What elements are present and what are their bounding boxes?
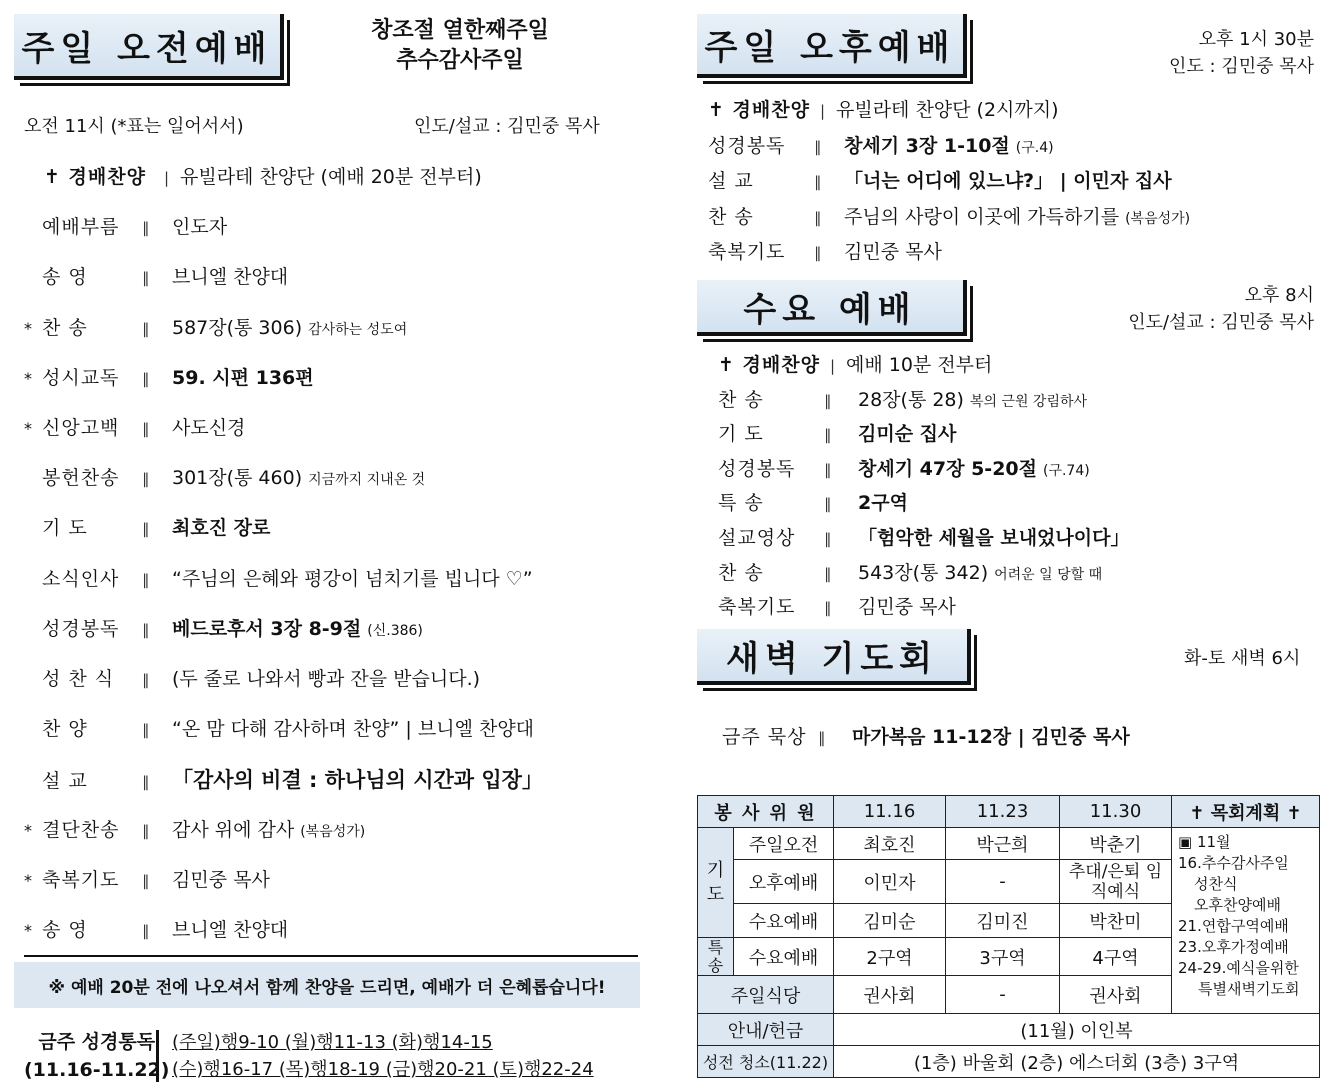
order-note: 감사하는 성도여 — [308, 321, 408, 338]
separator: ∥ — [142, 319, 150, 338]
afternoon-leader: 인도 : 김민중 목사 — [1169, 56, 1314, 77]
order-label: 설 교 — [708, 170, 754, 192]
order-row — [24, 764, 543, 794]
order-row — [718, 419, 956, 446]
order-value: 587장(통 306) — [172, 316, 303, 339]
order-label: 찬 송 — [708, 205, 754, 228]
order-row — [24, 212, 227, 239]
dawn-time: 화-토 새벽 6시 — [1184, 648, 1301, 669]
separator: ∥ — [142, 570, 150, 589]
order-value: 301장(통 460) — [172, 467, 303, 490]
order-value: 543장(통 342) — [858, 561, 989, 584]
order-value: (두 줄로 나와서 빵과 잔을 받습니다.) — [172, 668, 481, 690]
table-cell: 권사회 — [1060, 976, 1172, 1014]
order-value: 김민중 목사 — [172, 868, 270, 891]
order-row — [718, 488, 908, 515]
order-label: 설교영상 — [718, 527, 796, 549]
dawn-prayer-title: 새벽 기도회 — [697, 629, 971, 685]
plan-line: 24-29.예식을위한 — [1178, 959, 1299, 977]
standing-mark: * — [24, 419, 32, 438]
dawn-meditation-label: 금주 묵상 — [722, 726, 807, 748]
order-row — [718, 350, 992, 377]
cleaning-label: 성전 청소(11.22) — [698, 1046, 834, 1078]
service-committee-table — [697, 795, 1320, 1078]
order-note: (구.4) — [1015, 139, 1054, 156]
order-value: 사도신경 — [172, 417, 246, 439]
plan-line: ▣ 11월 — [1178, 833, 1231, 851]
order-label: 성경봉독 — [708, 134, 786, 157]
order-row — [24, 513, 270, 540]
dawn-meditation-row — [722, 722, 1130, 749]
separator: ∥ — [142, 671, 150, 689]
table-cell: 2구역 — [834, 938, 946, 976]
order-label: 기 도 — [718, 423, 764, 446]
order-value: “온 맘 다해 감사하며 찬양” | 브니엘 찬양대 — [172, 718, 535, 741]
order-label: 봉헌찬송 — [42, 467, 120, 490]
order-label: 송 영 — [42, 266, 88, 289]
order-row — [718, 523, 1129, 550]
order-row — [24, 363, 314, 390]
order-row — [24, 564, 533, 591]
table-row-name: 수요예배 — [734, 938, 834, 976]
order-label: 성 찬 식 — [42, 668, 115, 690]
table-cell: 최호진 — [834, 828, 946, 860]
order-row — [718, 592, 956, 619]
order-value: 창세기 47장 5-20절 — [858, 457, 1037, 480]
table-cell: 추대/은퇴 임직예식 — [1060, 860, 1172, 904]
separator: ∥ — [142, 470, 150, 489]
order-note: 복의 근원 강림하사 — [969, 393, 1088, 410]
separator: ∥ — [824, 495, 832, 514]
order-label: 성시교독 — [42, 366, 120, 389]
afternoon-info — [1080, 26, 1314, 80]
order-value: 브니엘 찬양대 — [172, 266, 289, 289]
separator: ∥ — [814, 173, 822, 191]
morning-time: 오전 11시 (*표는 일어서서) — [24, 116, 244, 137]
separator: ∥ — [142, 520, 150, 539]
special-group-label: 특 송 — [698, 938, 734, 976]
order-label: 기 도 — [42, 517, 88, 540]
wednesday-service-title: 수요 예배 — [697, 280, 967, 336]
table-cell: 박근희 — [946, 828, 1060, 860]
order-row — [708, 131, 1054, 158]
order-row — [24, 865, 270, 892]
order-value: 유빌라테 찬양단 (예배 20분 전부터) — [180, 166, 482, 188]
order-value: 브니엘 찬양대 — [172, 919, 289, 941]
separator: ∥ — [824, 460, 832, 479]
table-cell: - — [946, 860, 1060, 904]
order-value: 인도자 — [172, 216, 228, 239]
table-header-plan: ✝ 목회계획 ✝ — [1172, 796, 1320, 828]
separator: ∥ — [824, 426, 832, 445]
table-row-name: 오후예배 — [734, 860, 834, 904]
plan-line: 16.추수감사주일 — [1178, 854, 1289, 872]
standing-mark: * — [24, 870, 32, 890]
order-label: 송 영 — [42, 919, 88, 941]
afternoon-time: 오후 1시 30분 — [1198, 29, 1314, 50]
worship-notice: ※ 예배 20분 전에 나오셔서 함께 찬양을 드리면, 예배가 더 은혜롭습니다! — [14, 962, 640, 1008]
order-label: 찬 양 — [42, 718, 88, 741]
plan-line: 오후찬양예배 — [1194, 896, 1281, 914]
separator: ∥ — [142, 871, 150, 890]
table-header-date2: 11.23 — [946, 796, 1060, 828]
season-subtitle: 창조절 열한째주일 — [371, 18, 549, 43]
table-cell: 김미순 — [834, 904, 946, 938]
separator: ∥ — [824, 599, 832, 618]
order-label: 설 교 — [42, 770, 88, 793]
table-cell: 박춘기 — [1060, 828, 1172, 860]
wednesday-leader: 인도/설교 : 김민중 목사 — [1128, 312, 1314, 333]
order-value: 최호진 장로 — [172, 517, 271, 540]
order-label: ✝ 경배찬양 — [44, 166, 146, 188]
order-row — [24, 815, 365, 842]
separator: ∥ — [142, 219, 150, 238]
separator: ∥ — [814, 208, 822, 227]
order-row — [24, 463, 425, 490]
cleaning-value: (1층) 바울회 (2층) 에스더회 (3층) 3구역 — [834, 1046, 1320, 1078]
separator: ∥ — [142, 773, 150, 792]
order-label: 특 송 — [718, 492, 764, 515]
separator: ∥ — [814, 244, 822, 262]
standing-mark: * — [24, 921, 32, 940]
order-row — [718, 385, 1087, 412]
separator: | — [820, 102, 826, 120]
table-header-date1: 11.16 — [834, 796, 946, 828]
table-cell: 김미진 — [946, 904, 1060, 938]
bible-reading-schedule — [172, 1029, 594, 1083]
separator: ∥ — [814, 137, 822, 156]
plan-line: 특별새벽기도회 — [1198, 980, 1300, 998]
order-value: 주님의 사랑이 이곳에 가득하기를 — [844, 205, 1120, 228]
order-row — [24, 413, 245, 440]
order-label: 찬 송 — [718, 388, 764, 411]
order-row — [24, 714, 534, 741]
separator: ∥ — [142, 269, 150, 288]
order-note: 지금까지 지내온 것 — [308, 472, 426, 489]
separator: ∥ — [824, 564, 832, 583]
order-value: 예배 10분 전부터 — [846, 354, 993, 376]
table-cell: 박찬미 — [1060, 904, 1172, 938]
order-value: 「험악한 세월을 보내었나이다」 — [858, 527, 1130, 549]
table-header-date3: 11.30 — [1060, 796, 1172, 828]
order-note: (구.74) — [1043, 462, 1090, 479]
separator: ∥ — [142, 821, 150, 840]
order-row — [708, 166, 1172, 193]
order-label: 결단찬송 — [42, 818, 120, 841]
separator: ∥ — [818, 729, 826, 747]
table-cell: 권사회 — [834, 976, 946, 1014]
order-row — [24, 262, 288, 289]
order-row — [24, 162, 482, 189]
order-label: 축복기도 — [708, 241, 786, 263]
service-subtitle — [330, 16, 590, 76]
prayer-group-label: 기 도 — [698, 828, 734, 938]
separator: ∥ — [142, 620, 150, 639]
bible-reading-dates: (11.16-11.22) — [24, 1059, 170, 1081]
order-row — [708, 202, 1190, 229]
order-value: 유빌라테 찬양단 (2시까지) — [836, 99, 1059, 121]
afternoon-service-title: 주일 오후예배 — [697, 14, 967, 78]
order-label: 축복기도 — [718, 596, 796, 619]
wednesday-time: 오후 8시 — [1244, 285, 1314, 306]
plan-line: 23.오후가정예배 — [1178, 938, 1289, 956]
standing-mark: * — [24, 318, 32, 338]
order-label: 예배부름 — [42, 216, 120, 239]
bible-reading-label — [24, 1028, 169, 1084]
pastoral-plan-cell — [1172, 828, 1320, 1014]
order-label: 소식인사 — [42, 567, 120, 590]
bible-reading-line1: (주일)행9-10 (월)행11-13 (화)행14-15 — [172, 1032, 493, 1053]
standing-mark: * — [24, 820, 32, 840]
bible-reading-line2: (수)행16-17 (목)행18-19 (금)행20-21 (토)행22-24 — [172, 1059, 594, 1080]
order-row — [24, 614, 423, 641]
plan-line: 21.연합구역예배 — [1178, 917, 1289, 935]
separator: | — [830, 357, 836, 375]
guide-offering-value: (11월) 이인복 — [834, 1014, 1320, 1046]
order-label: 축복기도 — [42, 868, 120, 891]
guide-offering-label: 안내/헌금 — [698, 1014, 834, 1046]
separator: ∥ — [142, 721, 150, 740]
order-label: 성경봉독 — [718, 457, 796, 480]
order-value: 「너는 어디에 있느냐?」 | 이민자 집사 — [844, 170, 1172, 192]
order-note: (복음성가) — [300, 823, 366, 840]
order-value: 감사 위에 감사 — [172, 818, 295, 841]
morning-service-title: 주일 오전예배 — [14, 14, 284, 80]
table-header-committee: 봉 사 위 원 — [698, 796, 834, 828]
separator: ∥ — [824, 530, 832, 548]
order-value: 김민중 목사 — [844, 241, 942, 263]
thanksgiving-subtitle: 추수감사주일 — [396, 48, 524, 73]
morning-leader: 인도/설교 : 김민중 목사 — [414, 116, 600, 137]
order-label: 찬 송 — [42, 316, 88, 339]
order-label: ✝ 경배찬양 — [708, 99, 810, 121]
separator: ∥ — [142, 420, 150, 438]
order-value: 59. 시편 136편 — [172, 366, 314, 389]
bible-reading-bar — [156, 1030, 159, 1082]
table-cell: - — [946, 976, 1060, 1014]
order-note: (복음성가) — [1125, 210, 1191, 227]
dawn-meditation-value: 마가복음 11-12장 | 김민중 목사 — [852, 726, 1130, 748]
order-label: 성경봉독 — [42, 617, 120, 640]
order-note: 어려운 일 당할 때 — [994, 566, 1103, 583]
separator: ∥ — [824, 391, 832, 410]
order-row — [24, 915, 288, 942]
order-row — [708, 237, 942, 264]
order-label: 신앙고백 — [42, 417, 120, 439]
order-row — [708, 95, 1059, 122]
table-row-name: 수요예배 — [734, 904, 834, 938]
table-cell: 4구역 — [1060, 938, 1172, 976]
order-value: “주님의 은혜와 평강이 넘치기를 빕니다 ♡” — [172, 567, 533, 590]
order-value: 베드로후서 3장 8-9절 — [172, 617, 362, 640]
table-row-name: 주일오전 — [734, 828, 834, 860]
separator: ∥ — [142, 369, 150, 388]
order-row — [24, 313, 407, 340]
order-value: 28장(통 28) — [858, 388, 964, 411]
separator: | — [164, 169, 170, 187]
order-note: (신.386) — [367, 622, 423, 639]
order-row — [718, 454, 1090, 481]
table-row-name: 주일식당 — [698, 976, 834, 1014]
order-row — [718, 558, 1102, 585]
standing-mark: * — [24, 368, 32, 388]
order-value: 「감사의 비결 : 하나님의 시간과 입장」 — [172, 768, 543, 793]
order-value: 2구역 — [858, 492, 908, 515]
order-value: 김민중 목사 — [858, 596, 956, 619]
separator: ∥ — [142, 922, 150, 940]
order-label: 찬 송 — [718, 561, 764, 584]
order-value: 김미순 집사 — [858, 423, 957, 446]
table-cell: 3구역 — [946, 938, 1060, 976]
order-row — [24, 664, 480, 691]
divider-line — [24, 955, 638, 957]
bible-reading-title: 금주 성경통독 — [38, 1031, 156, 1053]
table-cell: 이민자 — [834, 860, 946, 904]
plan-line: 성찬식 — [1194, 875, 1238, 893]
order-label: ✝ 경배찬양 — [718, 354, 820, 376]
wednesday-info — [1080, 282, 1314, 336]
order-value: 창세기 3장 1-10절 — [844, 134, 1010, 157]
